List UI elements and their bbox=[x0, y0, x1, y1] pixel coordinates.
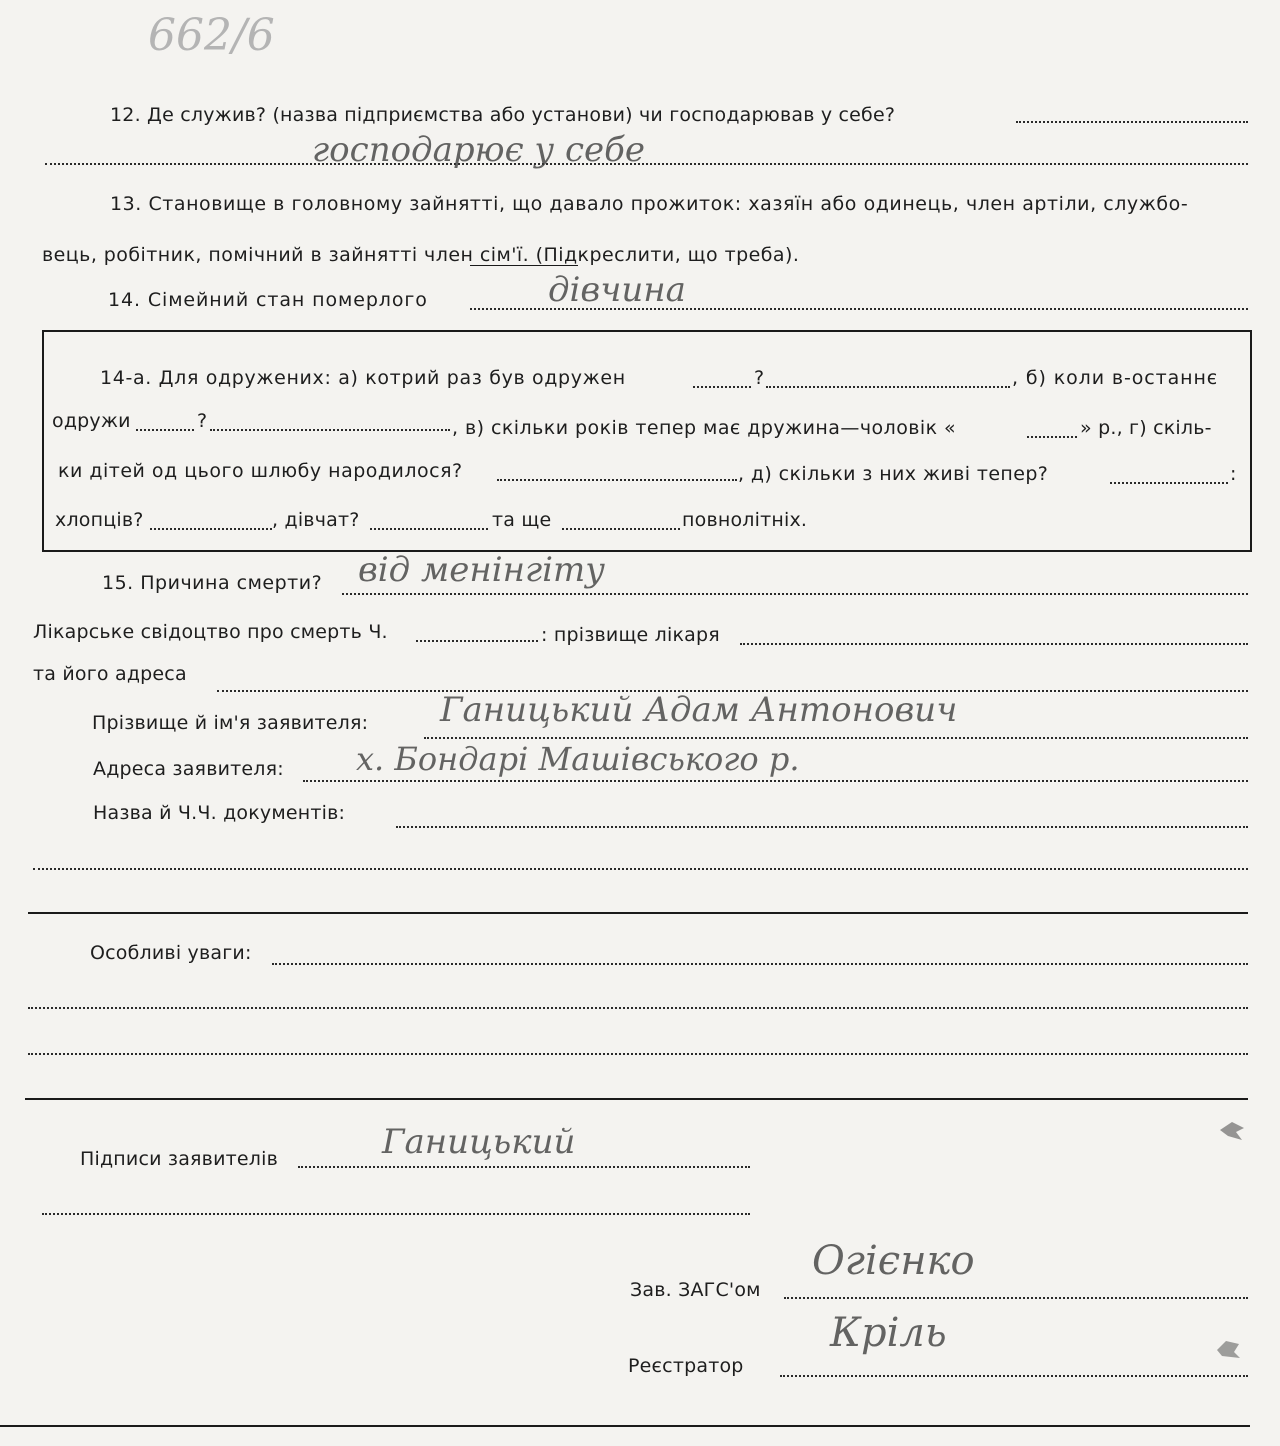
q14a-line2-tail: » р., г) скіль- bbox=[1080, 417, 1212, 439]
q14a-line4-girls: , дівчат? bbox=[272, 509, 360, 531]
registrar-label: Реєстратор bbox=[628, 1355, 744, 1377]
q15-fill-line bbox=[342, 593, 1248, 595]
medical-certificate-number-line bbox=[416, 640, 538, 642]
applicant-address-line bbox=[303, 780, 1248, 782]
doctor-name-line bbox=[740, 643, 1248, 645]
zags-head-label: Зав. ЗАГС'ом bbox=[630, 1279, 761, 1301]
q14a-children-alive-line bbox=[1110, 482, 1228, 484]
applicant-address-label: Адреса заявителя: bbox=[93, 758, 284, 780]
q14a-line1-tail: , б) коли в-останнє bbox=[1012, 367, 1219, 389]
q12-handwritten-answer: господарює у себе bbox=[312, 130, 645, 170]
applicants-signatures-line bbox=[298, 1166, 750, 1168]
q14a-line1-q: ? bbox=[754, 367, 765, 389]
q12-label: 12. Де служив? (назва підприємства або установи) чи господарював у себе? bbox=[110, 104, 896, 126]
zags-head-line bbox=[784, 1297, 1248, 1299]
q14a-line4-more: та ще bbox=[492, 509, 552, 531]
q13-line1: 13. Становище в головному зайнятті, що давало прожиток: хазяїн або одинець, член артіли, службо- bbox=[110, 193, 1189, 215]
paper-tear-mark-2 bbox=[1214, 1338, 1242, 1360]
documents-line-2 bbox=[33, 868, 1248, 870]
q14a-line2-q: ? bbox=[197, 410, 208, 432]
q14a-times-married-line bbox=[693, 386, 751, 388]
q14a-times-married-line2 bbox=[766, 386, 1010, 388]
q15-handwritten-answer: від менінгіту bbox=[358, 550, 606, 590]
q14a-children-born-line bbox=[497, 479, 737, 481]
remarks-line-1 bbox=[272, 963, 1248, 965]
applicants-signatures-line-2 bbox=[42, 1213, 750, 1215]
documents-label: Назва й Ч.Ч. документів: bbox=[93, 802, 346, 824]
q14a-line3-mid: , д) скільки з них живі тепер? bbox=[738, 463, 1049, 485]
applicant-name-label: Прізвище й ім'я заявителя: bbox=[92, 712, 369, 734]
applicants-signature-handwritten: Ганицький bbox=[382, 1122, 576, 1162]
remarks-line-2 bbox=[28, 1007, 1248, 1009]
applicants-signatures-label: Підписи заявителів bbox=[80, 1148, 279, 1170]
remarks-line-3 bbox=[28, 1053, 1248, 1055]
q14a-spouse-age-line bbox=[1027, 436, 1077, 438]
q14a-line2-text: одружи bbox=[52, 410, 131, 432]
q14a-line4-boys: хлопців? bbox=[55, 509, 144, 531]
q13-underline-selection bbox=[470, 265, 578, 266]
section-divider-2 bbox=[25, 1098, 1248, 1100]
registrar-signature: Кріль bbox=[830, 1310, 947, 1356]
q14a-last-married-line bbox=[136, 429, 194, 431]
remarks-label: Особливі уваги: bbox=[90, 942, 252, 964]
corner-archive-number: 662/6 bbox=[148, 10, 275, 61]
applicant-name-handwritten: Ганицький Адам Антонович bbox=[440, 690, 958, 730]
q14-label: 14. Сімейний стан померлого bbox=[108, 289, 428, 311]
q14a-line4-adults: повнолітніх. bbox=[682, 509, 808, 531]
bottom-border-line bbox=[0, 1425, 1250, 1427]
documents-line-1 bbox=[396, 826, 1248, 828]
applicant-name-line bbox=[424, 737, 1248, 739]
q14a-line3-text: ки дітей од цього шлюбу народилося? bbox=[58, 460, 463, 482]
paper-tear-mark bbox=[1218, 1120, 1246, 1142]
q14-handwritten-answer: дівчина bbox=[548, 270, 686, 310]
q14a-line1-text: 14-а. Для одружених: а) котрий раз був одружен bbox=[100, 367, 626, 389]
q14a-line3-colon: : bbox=[1230, 463, 1237, 485]
doctor-name-label: : прізвище лікаря bbox=[541, 624, 720, 646]
q12-answer-line bbox=[45, 163, 1248, 165]
q14a-line2-mid: , в) скільки років тепер має дружина—чоловік « bbox=[452, 417, 957, 439]
applicant-address-handwritten: х. Бондарі Машівського р. bbox=[356, 740, 800, 778]
zags-head-signature: Огієнко bbox=[812, 1238, 975, 1284]
q15-label: 15. Причина смерти? bbox=[102, 572, 323, 594]
q14a-adults-line bbox=[562, 528, 680, 530]
section-divider-1 bbox=[28, 912, 1248, 914]
q12-fill-line bbox=[1016, 121, 1248, 123]
q13-line2: вець, робітник, помічний в зайнятті член сім'ї. (Підкреслити, що треба). bbox=[42, 244, 800, 266]
q14a-girls-line bbox=[370, 528, 488, 530]
q14a-married-box bbox=[42, 330, 1252, 552]
medical-certificate-label: Лікарське свідоцтво про смерть Ч. bbox=[33, 621, 388, 643]
q14a-boys-line bbox=[150, 528, 272, 530]
registrar-line bbox=[780, 1375, 1248, 1377]
doctor-address-label: та його адреса bbox=[33, 663, 187, 685]
q14a-last-married-line2 bbox=[210, 429, 450, 431]
